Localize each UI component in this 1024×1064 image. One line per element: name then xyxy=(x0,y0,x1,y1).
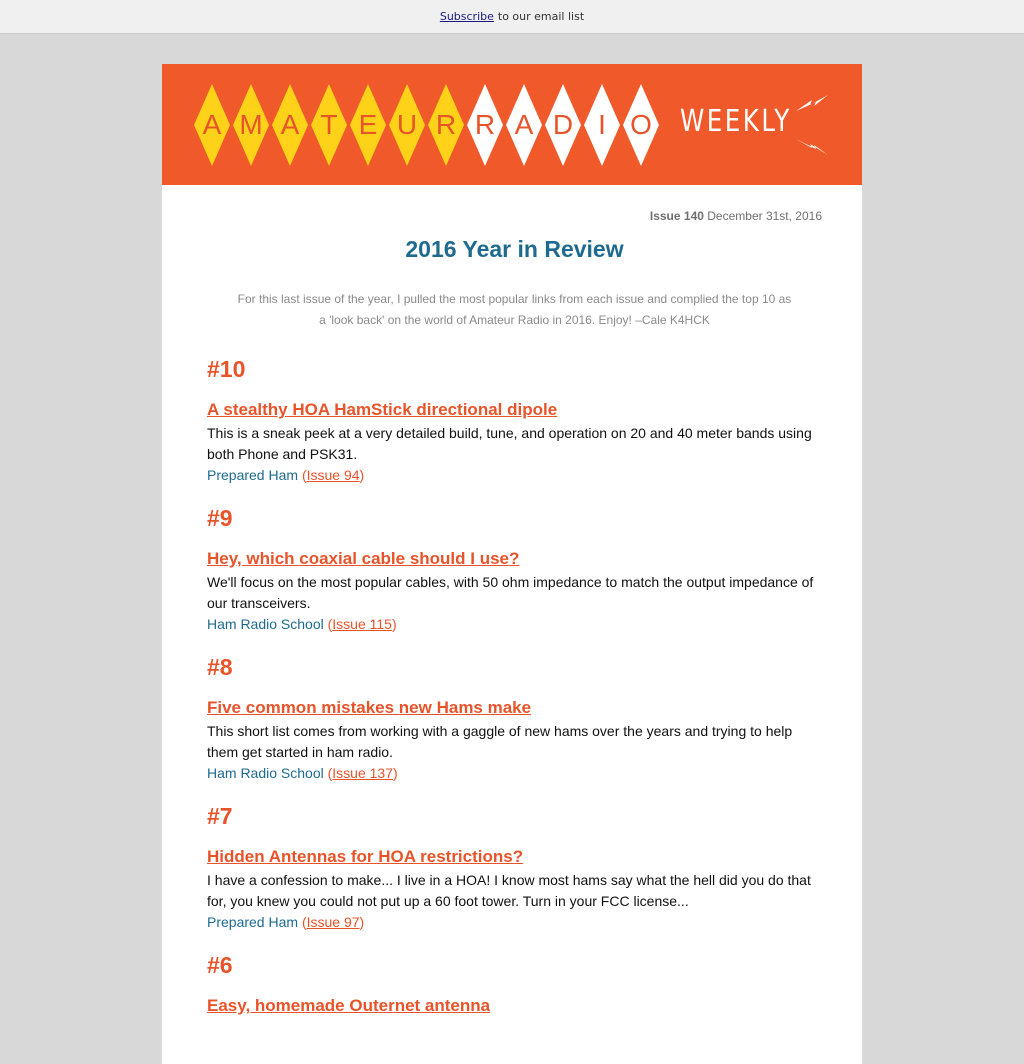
logo-diamond xyxy=(545,84,581,166)
intro-text: For this last issue of the year, I pulled the most popular links from each issue and complied the top 10 as a 'look back' on the world of Amateur Radio in 2016. Enjoy! –Cale K4HCK xyxy=(237,292,792,327)
logo-diamond xyxy=(272,84,308,166)
logo-diamond xyxy=(428,84,464,166)
entry-title-link[interactable]: Hidden Antennas for HOA restrictions? xyxy=(207,847,524,866)
logo-letter: I xyxy=(598,109,606,140)
subscribe-link[interactable]: Subscribe xyxy=(439,10,494,23)
paren-open: ( xyxy=(301,467,307,483)
logo-diamond xyxy=(233,84,269,166)
logo-letter: A xyxy=(514,109,534,140)
paren-close: ) xyxy=(359,914,365,930)
entry-source-name: Ham Radio School xyxy=(207,765,324,781)
logo-diamond xyxy=(506,84,542,166)
paren-open: ( xyxy=(301,914,307,930)
entry-source xyxy=(207,614,822,635)
logo-diamond xyxy=(350,84,386,166)
logo-letter: E xyxy=(358,109,378,140)
entry-title-link[interactable]: A stealthy HOA HamStick directional dipole xyxy=(207,400,558,419)
paren-close: ) xyxy=(393,765,398,781)
logo-diamond xyxy=(194,84,230,166)
entry xyxy=(207,951,822,1017)
logo-diamond xyxy=(623,84,659,166)
paren-open: ( xyxy=(327,765,333,781)
subscribe-bar xyxy=(0,0,1024,34)
entry-issue-link[interactable]: Issue 94 xyxy=(306,467,360,483)
entry-title-link[interactable]: Easy, homemade Outernet antenna xyxy=(207,996,491,1015)
paren-close: ) xyxy=(359,467,365,483)
entry xyxy=(207,653,822,784)
entry-title-link[interactable]: Hey, which coaxial cable should I use? xyxy=(207,549,520,568)
entry-rank: #7 xyxy=(207,803,233,829)
logo-diamond xyxy=(389,84,425,166)
logo-letter: A xyxy=(202,109,222,140)
logo-letter: D xyxy=(552,109,574,140)
entry xyxy=(207,355,822,486)
paren-close: ) xyxy=(391,616,397,632)
entry-source xyxy=(207,763,822,784)
entry-issue-link[interactable]: Issue 137 xyxy=(332,765,394,781)
logo-diamond xyxy=(311,84,347,166)
entry-issue-link[interactable]: Issue 115 xyxy=(332,616,392,632)
entry-rank: #6 xyxy=(207,952,233,978)
newsletter-card xyxy=(162,64,862,1064)
entry-rank: #9 xyxy=(207,505,233,531)
newsletter-content xyxy=(162,209,862,1017)
entry xyxy=(207,504,822,635)
logo-letter: R xyxy=(474,109,496,140)
entries-list xyxy=(207,355,822,1017)
logo-diamond xyxy=(467,84,503,166)
entry-description: This short list comes from working with a gaggle of new hams over the years and trying to help them get started in ham radio. xyxy=(207,723,793,760)
logo-letter: U xyxy=(396,109,418,140)
entry-description: This is a sneak peek at a very detailed build, tune, and operation on 20 and 40 meter bands using both Phone and PSK31. xyxy=(207,425,812,462)
entry-source xyxy=(207,912,822,933)
masthead-banner xyxy=(162,64,862,185)
entry-source-name: Prepared Ham xyxy=(207,914,299,930)
entry-issue-link[interactable]: Issue 97 xyxy=(306,914,360,930)
logo-letter: R xyxy=(435,109,457,140)
entry-source-name: Ham Radio School xyxy=(207,616,324,632)
logo-letter: O xyxy=(630,109,652,140)
logo-diamond xyxy=(584,84,620,166)
entry-source xyxy=(207,465,822,486)
masthead-weekly: WEEKLY xyxy=(680,104,792,139)
issue-meta xyxy=(207,209,822,223)
paren-open: ( xyxy=(327,616,333,632)
entry-rank: #10 xyxy=(207,356,246,382)
entry-source-name: Prepared Ham xyxy=(207,467,299,483)
issue-date: December 31st, 2016 xyxy=(707,209,822,223)
logo-letter: M xyxy=(239,109,263,140)
entry-description: I have a confession to make... I live in a HOA! I know most hams say what the hell did you do that for, you knew you could not put up a 60 foot tower. Turn in your FCC license... xyxy=(207,872,811,909)
entry-title-link[interactable]: Five common mistakes new Hams make xyxy=(207,698,532,717)
entry xyxy=(207,802,822,933)
issue-number: Issue 140 xyxy=(649,209,704,223)
entry-description: We'll focus on the most popular cables, with 50 ohm impedance to match the output impedance of our transceivers. xyxy=(207,574,814,611)
logo-letter: T xyxy=(320,109,338,140)
lightning-bolt-icon xyxy=(794,94,830,112)
lightning-bolt-icon xyxy=(794,138,830,156)
page-title: 2016 Year in Review xyxy=(405,236,624,262)
logo-letter: A xyxy=(280,109,300,140)
entry-rank: #8 xyxy=(207,654,233,680)
subscribe-text: to our email list xyxy=(497,10,585,23)
